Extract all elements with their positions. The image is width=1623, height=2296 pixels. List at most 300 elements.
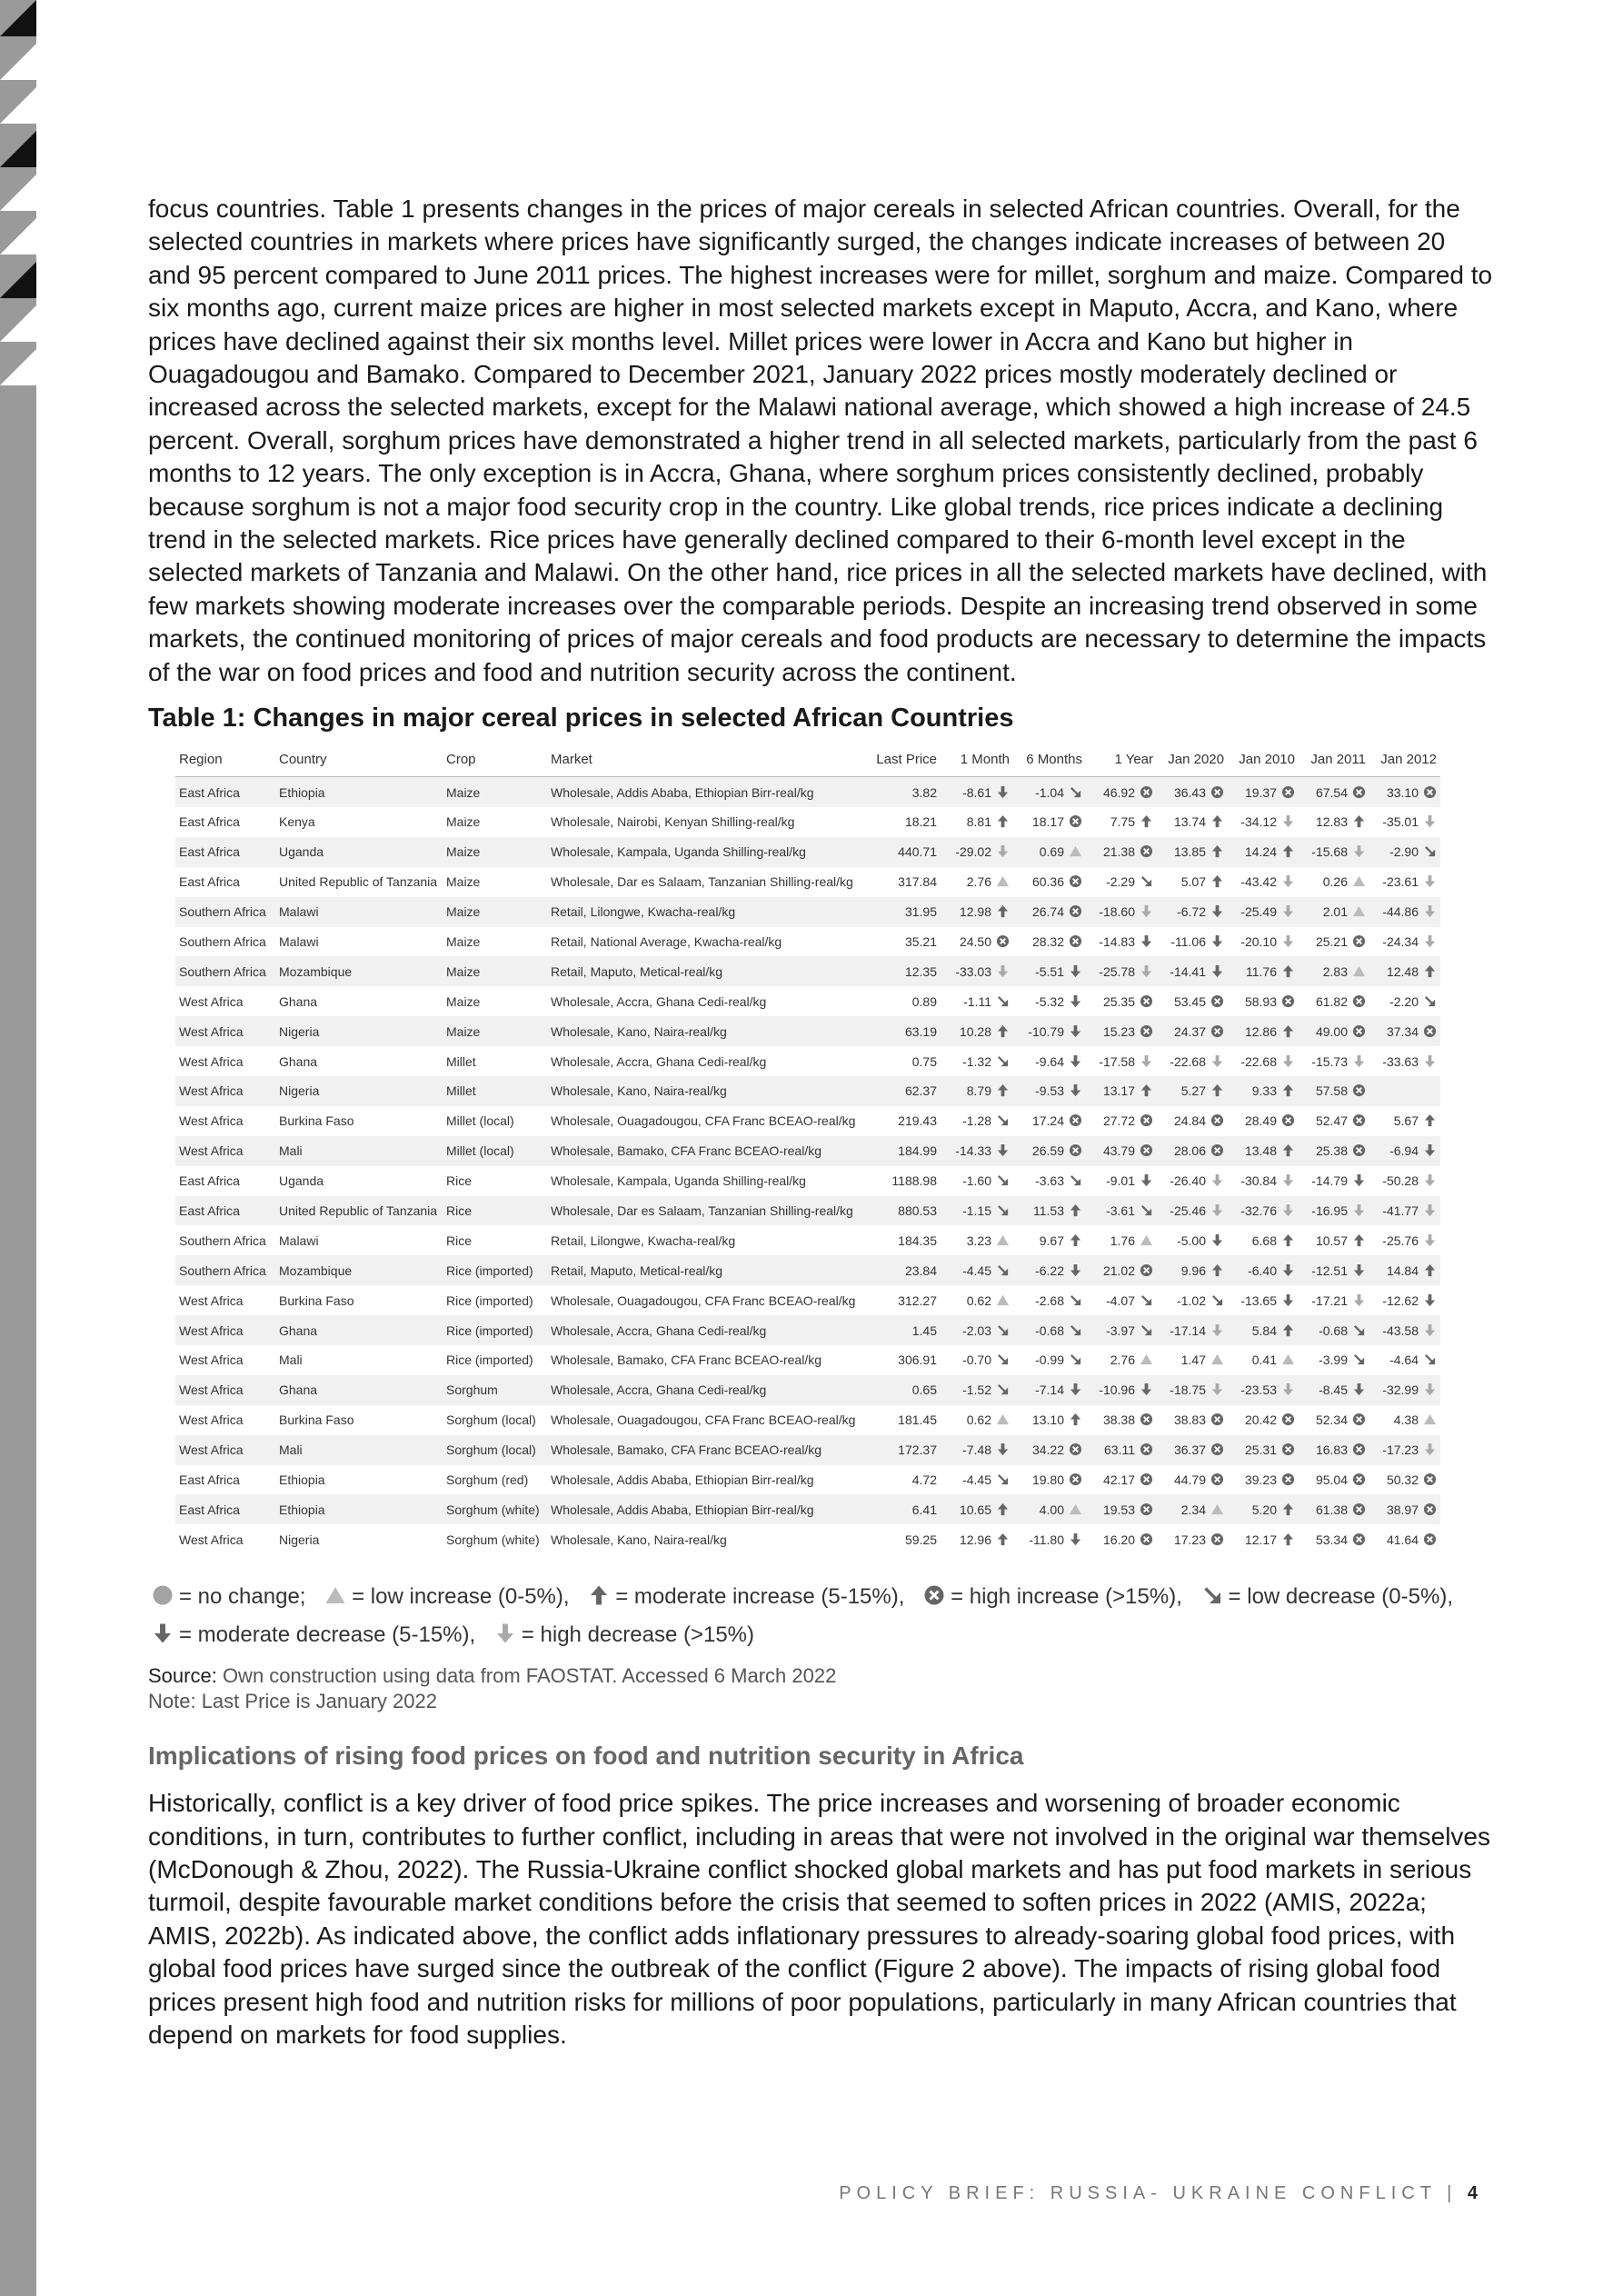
- change-value: -17.14: [1170, 1323, 1206, 1338]
- change-value: -20.10: [1240, 933, 1277, 949]
- table-row: [175, 807, 1440, 837]
- cell-region: East Africa: [175, 1494, 275, 1524]
- change-value: 2.01: [1322, 904, 1348, 920]
- change-value: 8.79: [966, 1083, 991, 1099]
- side-triangle: [0, 0, 36, 36]
- high-increase-icon: [1210, 994, 1224, 1008]
- high-increase-icon: [1140, 1413, 1153, 1426]
- moderate-increase-icon: [1210, 1263, 1224, 1277]
- cell-change: [1013, 1136, 1086, 1166]
- cell-change: [1157, 1345, 1228, 1375]
- change-value: 5.27: [1180, 1083, 1206, 1099]
- moderate-increase-icon: [1069, 1413, 1082, 1426]
- high-increase-icon: [1069, 1113, 1082, 1127]
- high-decrease-icon: [1140, 964, 1153, 978]
- moderate-increase-icon: [1423, 1113, 1437, 1127]
- change-value: 58.93: [1244, 993, 1277, 1009]
- cell-change: [1086, 1076, 1157, 1106]
- high-increase-icon: [1281, 1413, 1295, 1426]
- low-increase-icon: [1352, 964, 1366, 978]
- low-increase-icon: [1069, 844, 1082, 858]
- moderate-decrease-icon: [1352, 1383, 1366, 1396]
- change-value: -23.61: [1382, 874, 1419, 890]
- high-decrease-icon: [1423, 1323, 1437, 1337]
- change-value: 24.37: [1173, 1023, 1206, 1039]
- high-decrease-icon: [996, 964, 1010, 978]
- change-value: -2.68: [1035, 1293, 1064, 1308]
- cell-change: [1086, 1375, 1157, 1405]
- change-value: -4.07: [1106, 1293, 1135, 1308]
- cell-change: [1013, 837, 1086, 867]
- table-header-jan-2012[interactable]: Jan 2012: [1369, 744, 1440, 777]
- legend-label: = moderate decrease (5-15%),: [179, 1622, 476, 1648]
- cell-country: Burkina Faso: [279, 1113, 354, 1129]
- table-header-last-price[interactable]: Last Price: [863, 744, 941, 777]
- table-header-jan-2011[interactable]: Jan 2011: [1299, 744, 1369, 777]
- cell-change: [1369, 897, 1440, 927]
- side-triangle: [0, 305, 36, 342]
- high-increase-icon: [1423, 1024, 1437, 1038]
- cell-region: Southern Africa: [179, 1233, 266, 1248]
- high-increase-icon: [1140, 1113, 1153, 1127]
- change-value: 21.02: [1102, 1263, 1135, 1278]
- cell-crop: Millet: [446, 1053, 476, 1069]
- cell-change: [1228, 1405, 1299, 1435]
- cell-change: [1013, 1225, 1086, 1255]
- low-increase-icon: [996, 1233, 1010, 1247]
- change-value: 5.84: [1251, 1323, 1277, 1338]
- change-value: 13.10: [1031, 1413, 1064, 1428]
- change-value: 63.11: [1104, 1442, 1135, 1458]
- cell-change: [1157, 1375, 1228, 1405]
- footer-label: POLICY BRIEF: RUSSIA- UKRAINE CONFLICT |: [839, 2183, 1468, 2203]
- table-row: [175, 1106, 1440, 1136]
- cell-change: [1228, 1255, 1299, 1285]
- change-value: 38.38: [1102, 1413, 1135, 1428]
- table-row: [175, 1435, 1440, 1465]
- cell-change: [1299, 1405, 1369, 1435]
- legend-item-moderate-decrease: [148, 1622, 475, 1647]
- low-decrease-icon: [996, 1054, 1010, 1068]
- change-value: 37.34: [1386, 1023, 1419, 1039]
- change-value: 53.34: [1315, 1532, 1348, 1547]
- change-value: 25.21: [1315, 933, 1348, 949]
- table-header-country[interactable]: Country: [275, 744, 443, 777]
- high-increase-icon: [1069, 1442, 1082, 1456]
- cell-change: [1299, 777, 1369, 807]
- cell-region: East Africa: [179, 874, 240, 890]
- high-increase-icon: [1140, 1143, 1153, 1157]
- cell-change: [1369, 1106, 1440, 1136]
- cell-country: Malawi: [279, 933, 319, 949]
- change-value: 25.31: [1244, 1442, 1277, 1458]
- cell-change: [941, 1016, 1013, 1046]
- cell-change: [1013, 867, 1086, 897]
- table-header-jan-2020[interactable]: Jan 2020: [1157, 744, 1228, 777]
- legend-item-no-change: [148, 1584, 305, 1609]
- moderate-decrease-icon: [1210, 934, 1224, 948]
- legend-item-low-decrease: [1198, 1584, 1453, 1609]
- change-value: -1.60: [962, 1173, 991, 1189]
- moderate-decrease-icon: [1210, 1233, 1224, 1247]
- change-value: -1.04: [1035, 784, 1064, 800]
- cell-change: [1157, 1285, 1228, 1315]
- high-increase-icon: [1352, 1143, 1366, 1157]
- cell-change: [941, 1345, 1013, 1375]
- cell-change: [1299, 1494, 1369, 1524]
- high-increase-icon: [1281, 785, 1295, 799]
- cell-last: 0.75: [911, 1053, 937, 1069]
- low-decrease-icon: [1210, 1293, 1224, 1307]
- low-increase-icon: [1069, 1502, 1082, 1516]
- cell-change: [941, 1285, 1013, 1315]
- cell-change: [1013, 897, 1086, 927]
- change-value: 7.75: [1110, 814, 1135, 830]
- legend-item-high-decrease: [491, 1622, 754, 1647]
- change-value: 9.33: [1251, 1083, 1277, 1099]
- cell-crop: Rice (imported): [446, 1353, 533, 1368]
- high-decrease-icon: [1281, 904, 1295, 918]
- table-header-jan-2010[interactable]: Jan 2010: [1228, 744, 1299, 777]
- moderate-increase-icon: [996, 904, 1010, 918]
- table-body: [175, 777, 1440, 1555]
- cell-change: [1086, 1315, 1157, 1345]
- cell-region: Southern Africa: [175, 956, 275, 986]
- intro-paragraph: focus countries. Table 1 presents changes in the prices of major cereals in selected African countries. Overall, for the selected countries in markets where prices have significantly surged, the changes indicate increases of between 20 and 95 percent compared to June 2011 prices. The highest increases were for millet, sorghum and maize. Compared to six months ago, current maize prices are higher in most selected markets except in Maputo, Accra, and Kano, where prices have declined against their six months level. Millet prices were lower in Accra and Kano but higher in Ouagadougou and Bamako. Compared to December 2021, January 2022 prices mostly moderately declined or increased across the selected markets, except for the Malawi national average, which showed a high increase of 24.5 percent. Overall, sorghum prices have demonstrated a higher trend in all selected markets, particularly from the past 6 months to 12 years. The only exception is in Accra, Ghana, where sorghum prices consistently declined, probably because sorghum is not a major food security crop in the country. Like global trends, rice prices indicate a declining trend in the selected markets. Rice prices have generally declined compared to their 6-month level except in the selected markets of Tanzania and Malawi. On the other hand, rice prices in all the selected markets have declined, with few markets showing moderate increases over the comparable periods. Despite an increasing trend observed in some markets, the continued monitoring of prices of major cereals and food products are necessary to determine the impacts of the war on food prices and food and nutrition security across the continent.: [148, 195, 1493, 686]
- high-increase-icon: [920, 1584, 951, 1609]
- cell-market: Wholesale, Kano, Naira-real/kg: [551, 1532, 727, 1547]
- cell-change: [1228, 1076, 1299, 1106]
- change-value: 20.42: [1244, 1413, 1277, 1428]
- cell-change: [1157, 1166, 1228, 1196]
- cell-region: East Africa: [175, 777, 275, 807]
- cell-country: Mali: [275, 1435, 443, 1465]
- cell-market: Wholesale, Kano, Naira-real/kg: [547, 1076, 863, 1106]
- table-header-1-year[interactable]: 1 Year: [1086, 744, 1157, 777]
- low-decrease-icon: [996, 1173, 1010, 1187]
- table-header-6-months[interactable]: 6 Months: [1013, 744, 1086, 777]
- cell-change: [1369, 1345, 1440, 1375]
- cell-last: 63.19: [863, 1016, 941, 1046]
- low-increase-icon: [1140, 1233, 1153, 1247]
- moderate-increase-icon: [996, 1532, 1010, 1546]
- high-decrease-icon: [1210, 1054, 1224, 1068]
- cell-change: [1157, 1494, 1228, 1524]
- no-change-icon: [148, 1584, 179, 1609]
- legend-label: = high increase (>15%),: [951, 1584, 1182, 1610]
- legend-item-low-increase: [321, 1584, 569, 1609]
- cell-last: 4.72: [911, 1472, 937, 1488]
- change-value: -33.63: [1382, 1053, 1419, 1069]
- legend-item-high-increase: [920, 1584, 1182, 1609]
- cell-change: [1369, 1375, 1440, 1405]
- high-decrease-icon: [1423, 1054, 1437, 1068]
- change-value: 41.64: [1386, 1532, 1419, 1547]
- cell-country: Ethiopia: [275, 1494, 443, 1524]
- cell-change: [1157, 1405, 1228, 1435]
- cell-change: [1299, 1285, 1369, 1315]
- cell-last: 312.27: [898, 1293, 937, 1308]
- cell-market: Wholesale, Bamako, CFA Franc BCEAO-real/kg: [551, 1353, 821, 1368]
- high-decrease-icon: [491, 1622, 522, 1647]
- change-value: 18.17: [1031, 814, 1064, 830]
- change-value: 1.76: [1110, 1233, 1135, 1248]
- cell-change: [1086, 1136, 1157, 1166]
- table-header-1-month[interactable]: 1 Month: [941, 744, 1013, 777]
- cell-crop: Sorghum: [443, 1375, 547, 1405]
- side-triangle: [0, 131, 36, 167]
- change-value: -2.20: [1389, 993, 1419, 1009]
- cell-change: [1157, 1196, 1228, 1226]
- change-value: -0.70: [962, 1353, 991, 1368]
- high-increase-icon: [1069, 874, 1082, 888]
- cell-country: Uganda: [279, 1173, 324, 1189]
- cell-change: [1086, 1465, 1157, 1495]
- cell-change: [1299, 837, 1369, 867]
- cell-last: 184.35: [898, 1233, 937, 1248]
- high-increase-icon: [1281, 994, 1295, 1008]
- cell-region: West Africa: [175, 1315, 275, 1345]
- high-increase-icon: [1210, 1413, 1224, 1426]
- change-value: -22.68: [1170, 1053, 1206, 1069]
- moderate-increase-icon: [1281, 1233, 1295, 1247]
- cell-change: [1157, 1046, 1228, 1076]
- high-decrease-icon: [1423, 1442, 1437, 1456]
- note-text: Note: Last Price is January 2022: [148, 1690, 437, 1713]
- low-increase-icon: [996, 874, 1010, 888]
- high-decrease-icon: [1352, 1293, 1366, 1307]
- cell-change: [1013, 956, 1086, 986]
- cell-last: 59.25: [904, 1532, 937, 1547]
- moderate-decrease-icon: [1210, 904, 1224, 918]
- side-triangle: [0, 218, 36, 255]
- moderate-decrease-icon: [1281, 1263, 1295, 1277]
- change-value: -43.42: [1240, 874, 1277, 890]
- change-value: 28.06: [1173, 1143, 1206, 1159]
- cell-change: [1086, 1255, 1157, 1285]
- cell-change: [1086, 837, 1157, 867]
- cell-change: [1013, 1435, 1086, 1465]
- cell-change: [1086, 986, 1157, 1016]
- legend-label: = low increase (0-5%),: [352, 1584, 570, 1610]
- high-decrease-icon: [1423, 1383, 1437, 1396]
- cell-change: [1299, 1046, 1369, 1076]
- cell-market: Wholesale, Kampala, Uganda Shilling-real/kg: [551, 1173, 806, 1189]
- table-header-crop[interactable]: Crop: [443, 744, 547, 777]
- cell-region: West Africa: [179, 1113, 244, 1129]
- cell-change: [1086, 807, 1157, 837]
- change-value: 25.38: [1315, 1143, 1348, 1159]
- low-increase-icon: [321, 1584, 352, 1609]
- moderate-increase-icon: [996, 1502, 1010, 1516]
- cell-change: [1086, 1435, 1157, 1465]
- change-value: 13.17: [1102, 1083, 1135, 1099]
- cell-change: [1369, 1465, 1440, 1495]
- change-value: 13.85: [1173, 844, 1206, 860]
- high-decrease-icon: [1352, 1203, 1366, 1217]
- high-increase-icon: [1210, 1532, 1224, 1546]
- cell-country: United Republic of Tanzania: [279, 874, 438, 890]
- moderate-decrease-icon: [1140, 1383, 1153, 1396]
- high-decrease-icon: [1423, 1233, 1437, 1247]
- change-value: 12.96: [959, 1532, 991, 1547]
- change-value: 17.24: [1031, 1113, 1064, 1129]
- high-increase-icon: [1210, 1113, 1224, 1127]
- cell-region: West Africa: [179, 1353, 244, 1368]
- high-increase-icon: [1352, 1024, 1366, 1038]
- moderate-increase-icon: [1210, 1083, 1224, 1097]
- cell-change: [1013, 807, 1086, 837]
- table-title: Table 1: Changes in major cereal prices in selected African Countries: [148, 704, 1014, 734]
- page-footer: [839, 2183, 1478, 2204]
- cell-change: [941, 777, 1013, 807]
- change-value: 5.07: [1180, 874, 1206, 890]
- change-value: -43.58: [1382, 1323, 1419, 1338]
- change-value: -25.46: [1170, 1203, 1206, 1218]
- change-value: 57.58: [1315, 1083, 1348, 1099]
- cell-country: Uganda: [275, 837, 443, 867]
- change-value: -10.79: [1028, 1023, 1064, 1039]
- change-value: -11.80: [1029, 1532, 1064, 1547]
- change-value: -26.40: [1170, 1173, 1206, 1189]
- high-decrease-icon: [1281, 1203, 1295, 1217]
- low-increase-icon: [1281, 1353, 1295, 1366]
- moderate-increase-icon: [1281, 1532, 1295, 1546]
- change-value: -1.52: [962, 1383, 991, 1398]
- cell-change: [1228, 1016, 1299, 1046]
- change-value: -15.73: [1311, 1053, 1348, 1069]
- cell-country: United Republic of Tanzania: [275, 1196, 443, 1226]
- cell-change: [1299, 1196, 1369, 1226]
- moderate-increase-icon: [1281, 844, 1295, 858]
- change-value: -25.49: [1240, 904, 1277, 920]
- cell-change: [1369, 1435, 1440, 1465]
- cell-region: East Africa: [179, 1472, 240, 1488]
- cell-change: [1369, 1016, 1440, 1046]
- cell-change: [1013, 1345, 1086, 1375]
- high-increase-icon: [1069, 934, 1082, 948]
- cell-country: Malawi: [279, 1233, 319, 1248]
- high-increase-icon: [1352, 934, 1366, 948]
- table-row: [175, 1166, 1440, 1196]
- change-value: 9.67: [1039, 1233, 1064, 1248]
- cell-crop: Maize: [446, 933, 481, 949]
- cell-change: [1228, 1345, 1299, 1375]
- legend-label: = high decrease (>15%): [521, 1622, 755, 1648]
- change-value: -1.15: [962, 1203, 991, 1218]
- cell-change: [941, 1315, 1013, 1345]
- low-decrease-icon: [1140, 1203, 1153, 1217]
- page-number: 4: [1467, 2183, 1478, 2203]
- change-value: 38.83: [1173, 1413, 1206, 1428]
- table-row: [175, 777, 1440, 807]
- moderate-decrease-icon: [1210, 964, 1224, 978]
- change-value: -41.77: [1382, 1203, 1419, 1218]
- cell-market: Wholesale, Accra, Ghana Cedi-real/kg: [551, 993, 767, 1009]
- cell-change: [941, 1524, 1013, 1554]
- change-value: 5.67: [1393, 1113, 1419, 1129]
- cell-change: [1299, 807, 1369, 837]
- moderate-decrease-icon: [1352, 1263, 1366, 1277]
- cell-change: [1086, 1494, 1157, 1524]
- cell-change: [1369, 1255, 1440, 1285]
- cell-change: [1086, 1046, 1157, 1076]
- change-value: -3.61: [1106, 1203, 1135, 1218]
- change-value: -6.94: [1389, 1143, 1419, 1159]
- change-value: -14.83: [1099, 933, 1135, 949]
- cell-country: Ethiopia: [275, 777, 443, 807]
- change-value: -16.95: [1311, 1203, 1348, 1218]
- table-wrapper: [175, 744, 1440, 1554]
- cell-change: [1086, 1524, 1157, 1554]
- cell-change: [941, 986, 1013, 1016]
- change-value: -14.33: [955, 1143, 991, 1159]
- moderate-increase-icon: [1210, 874, 1224, 888]
- cell-change: [1086, 867, 1157, 897]
- table-header-region[interactable]: Region: [175, 744, 275, 777]
- cell-change: [1228, 1136, 1299, 1166]
- moderate-decrease-icon: [1069, 964, 1082, 978]
- cell-change: [1369, 1196, 1440, 1226]
- high-increase-icon: [1352, 994, 1366, 1008]
- change-value: 26.74: [1031, 904, 1064, 920]
- change-value: 15.23: [1102, 1023, 1135, 1039]
- high-decrease-icon: [1423, 814, 1437, 828]
- high-decrease-icon: [996, 844, 1010, 858]
- low-decrease-icon: [1423, 994, 1437, 1008]
- moderate-decrease-icon: [1281, 1293, 1295, 1307]
- table-header-market[interactable]: Market: [547, 744, 863, 777]
- cell-change: [941, 1375, 1013, 1405]
- cell-change: [1157, 1076, 1228, 1106]
- cell-change: [1369, 927, 1440, 957]
- high-increase-icon: [1140, 1263, 1153, 1277]
- high-increase-icon: [1423, 1472, 1437, 1486]
- low-increase-icon: [1140, 1353, 1153, 1366]
- cell-country: Malawi: [275, 897, 443, 927]
- cell-crop: Maize: [443, 897, 547, 927]
- high-increase-icon: [1069, 1143, 1082, 1157]
- moderate-decrease-icon: [1069, 1383, 1082, 1396]
- low-decrease-icon: [1423, 844, 1437, 858]
- change-value: -17.23: [1382, 1442, 1419, 1458]
- high-increase-icon: [1140, 1442, 1153, 1456]
- cell-country: Kenya: [279, 814, 315, 830]
- moderate-increase-icon: [996, 1024, 1010, 1038]
- cell-market: Retail, Lilongwe, Kwacha-real/kg: [547, 897, 863, 927]
- cell-crop: Millet (local): [443, 1136, 547, 1166]
- low-decrease-icon: [996, 1113, 1010, 1127]
- high-increase-icon: [1352, 785, 1366, 799]
- cell-crop: Maize: [446, 814, 481, 830]
- cell-region: Southern Africa: [175, 1255, 275, 1285]
- change-value: 24.84: [1173, 1113, 1206, 1129]
- change-value: -12.51: [1311, 1263, 1348, 1278]
- cell-change: [1299, 1016, 1369, 1046]
- high-increase-icon: [1069, 814, 1082, 828]
- cell-change: [1013, 1046, 1086, 1076]
- cell-change: [1299, 1375, 1369, 1405]
- change-value: -10.96: [1099, 1383, 1135, 1398]
- change-value: -7.14: [1035, 1383, 1064, 1398]
- change-value: -7.48: [962, 1442, 991, 1458]
- cell-crop: Rice (imported): [446, 1293, 533, 1308]
- side-triangle: [0, 175, 36, 211]
- legend-label: = moderate increase (5-15%),: [615, 1584, 905, 1610]
- low-decrease-icon: [996, 1203, 1010, 1217]
- cell-market: Wholesale, Ouagadougou, CFA Franc BCEAO-real/kg: [551, 1113, 856, 1129]
- cell-change: [1228, 807, 1299, 837]
